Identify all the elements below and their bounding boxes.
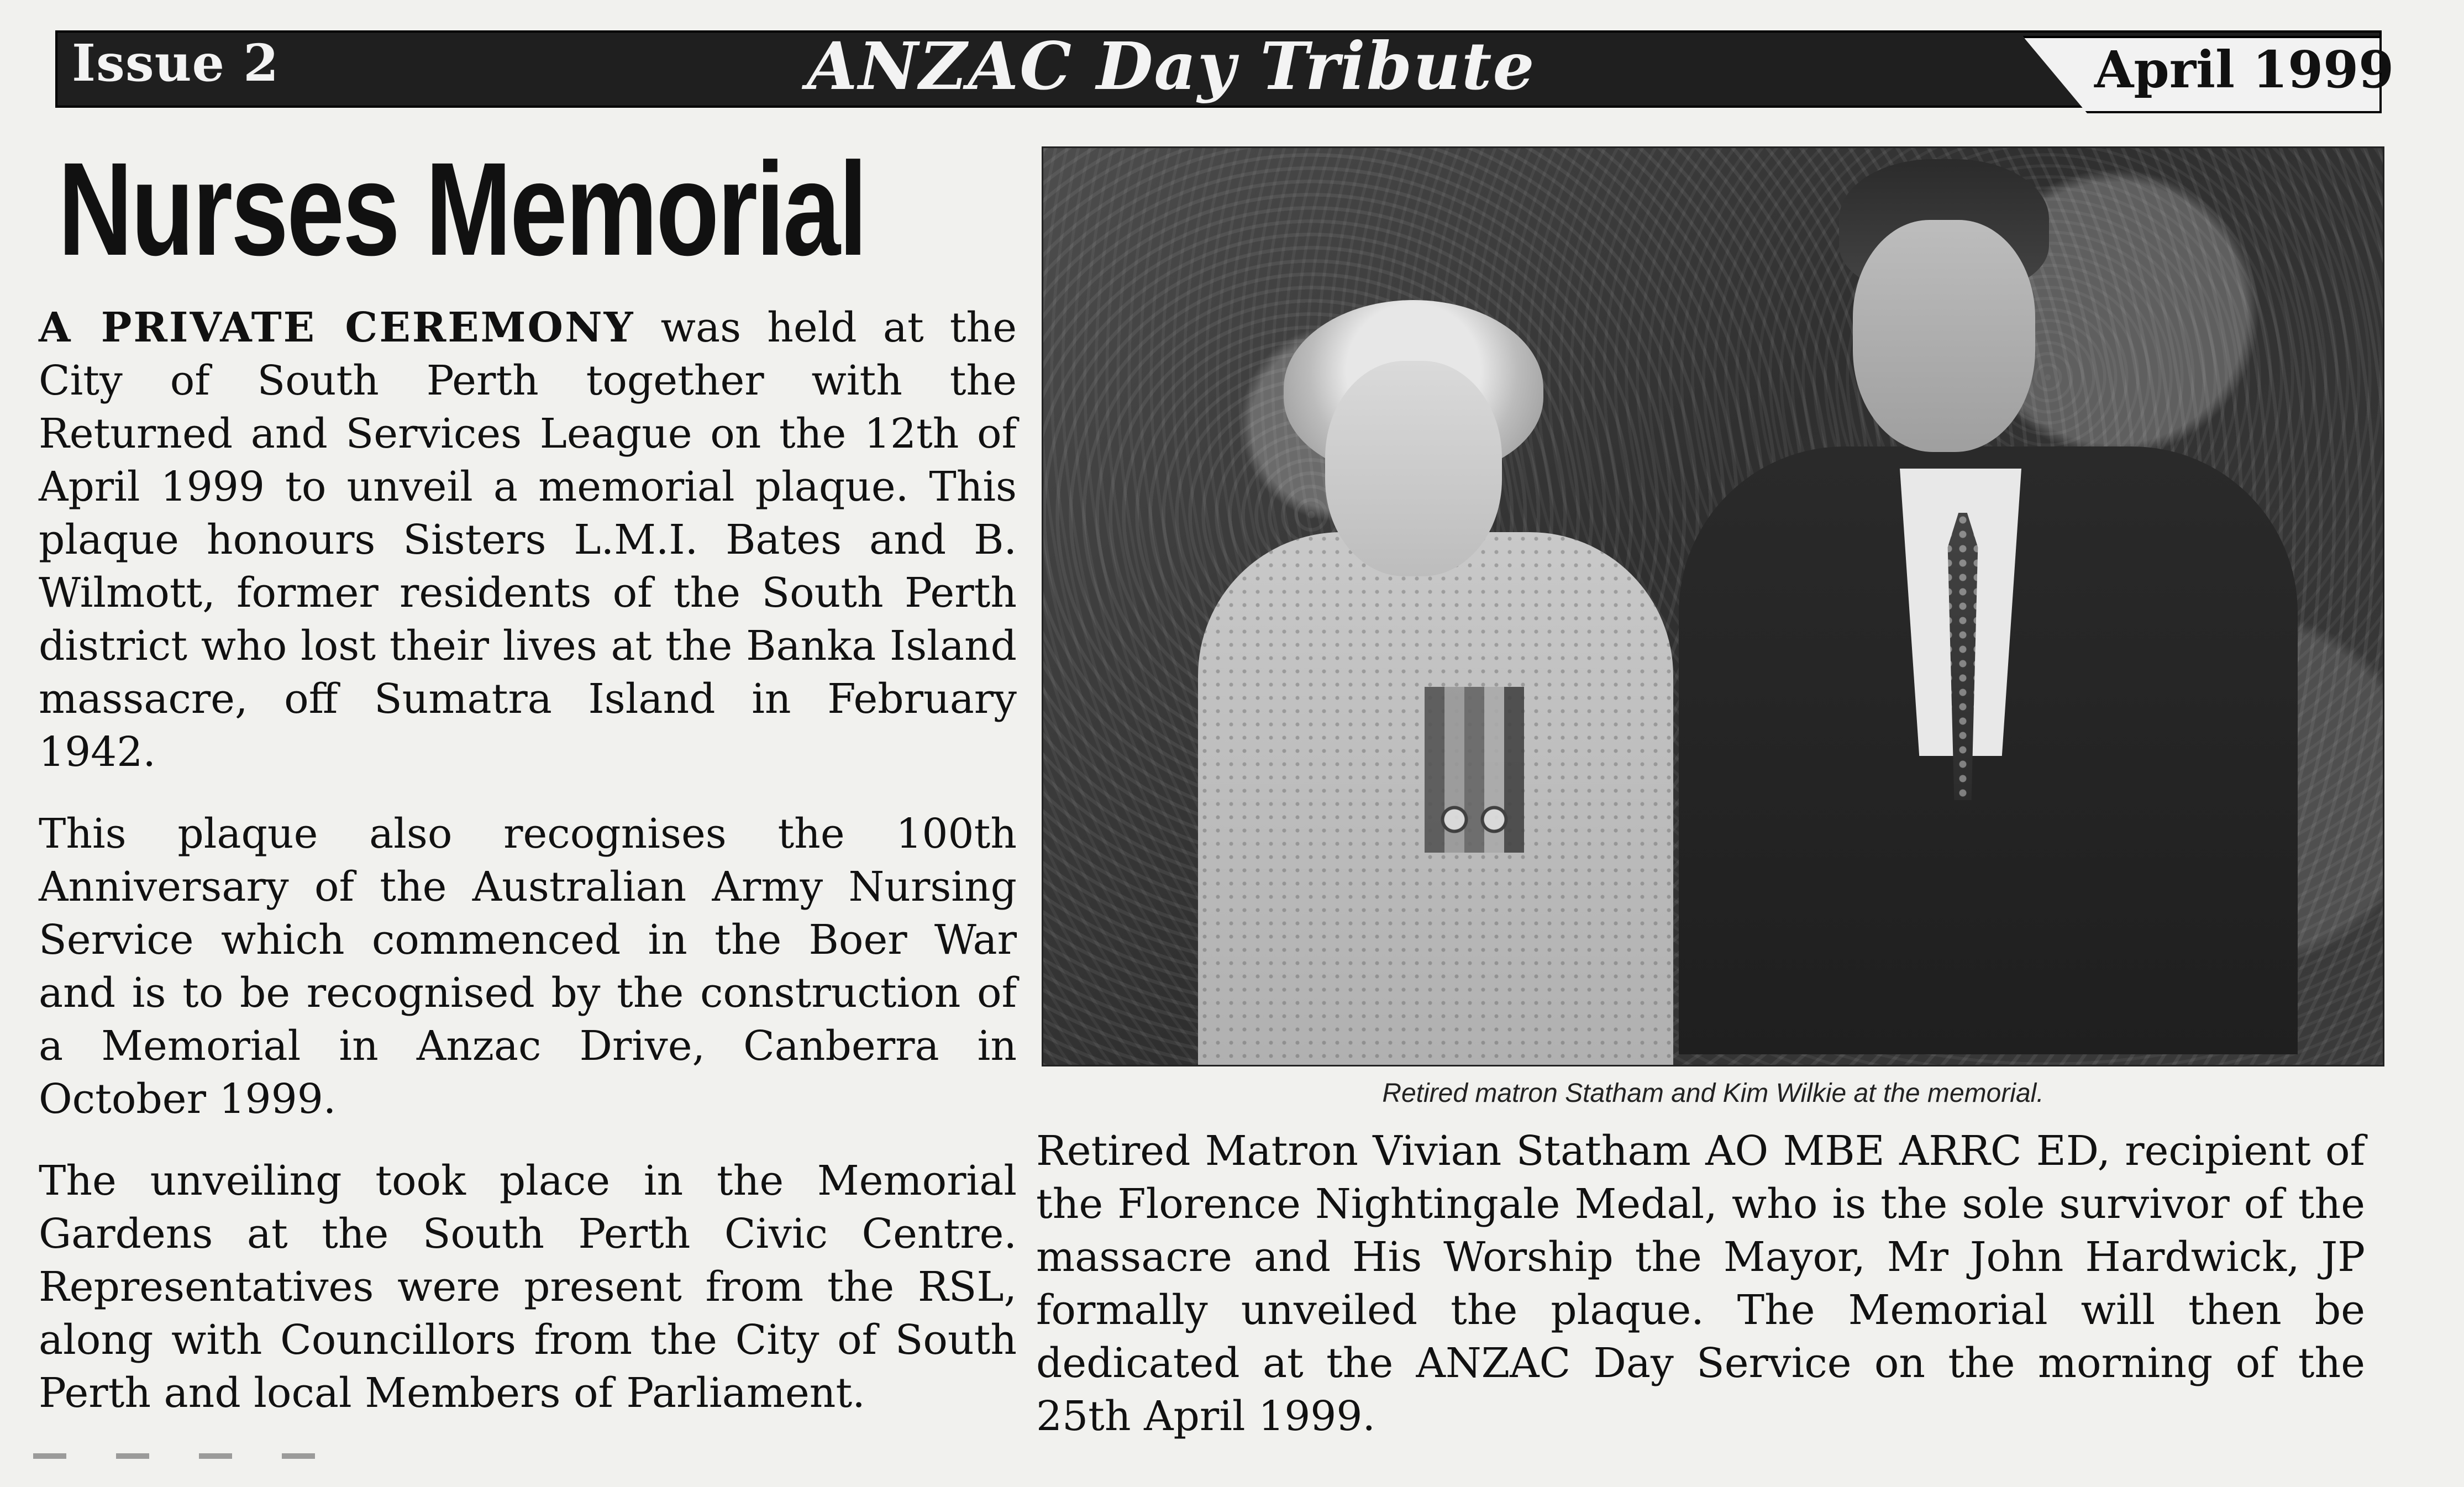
medals-icon [1425,687,1524,853]
issue-label: Issue 2 [72,33,280,93]
article-paragraph-3: The unveiling took place in the Memorial Gardens at the South Perth Civic Centre. Representatives were present from the RSL, along with Councillors from the City of South Perth and local Members of Parliament. [39,1157,1017,1417]
issue-date: April 1999 [2094,40,2394,99]
left-article-column [39,301,1017,1448]
right-paragraph: Retired Matron Vivian Statham AO MBE ARRC ED, recipient of the Florence Nightingale Medal, who is the sole survivor of the massacre and His Worship the Mayor, Mr John Hardwick, JP formally unveiled the plaque. The Memorial will then be dedicated at the ANZAC Day Service on the morning of the 25th April 1999. [1036,1127,2365,1440]
article-paragraph-1 [39,301,1017,779]
article-paragraph-2: This plaque also recognises the 100th Anniversary of the Australian Army Nursing Service which commenced in the Boer War and is to be recognised by the construction of a Memorial in Anzac Drive, Canberra in October 1999. [39,810,1017,1123]
banner-title: ANZAC Day Tribute [807,28,1536,104]
photo-caption: Retired matron Statham and Kim Wilkie at the memorial. [1382,1079,2044,1108]
headline: Nurses Memorial [58,135,866,283]
kim-wilkie-figure [1640,159,2331,1054]
retired-matron-figure [1159,300,1712,1066]
right-article-column [1036,1125,2365,1443]
paragraph-1-text: was held at the City of South Perth together with the Returned and Services League on the 12th of April 1999 to unveil a memorial plaque. This plaque honours Sisters L.M.I. Bates and B. Wilmott, former residents of the South Perth district who lost their lives at the Banka Island massacre, off Sumatra Island in February 1942. [39,304,1017,776]
woman-face [1325,361,1502,576]
lead-in-caps: A PRIVATE CEREMONY [39,304,635,351]
memorial-photo [1042,146,2384,1066]
man-face [1853,220,2035,452]
print-smudges [33,1453,321,1459]
